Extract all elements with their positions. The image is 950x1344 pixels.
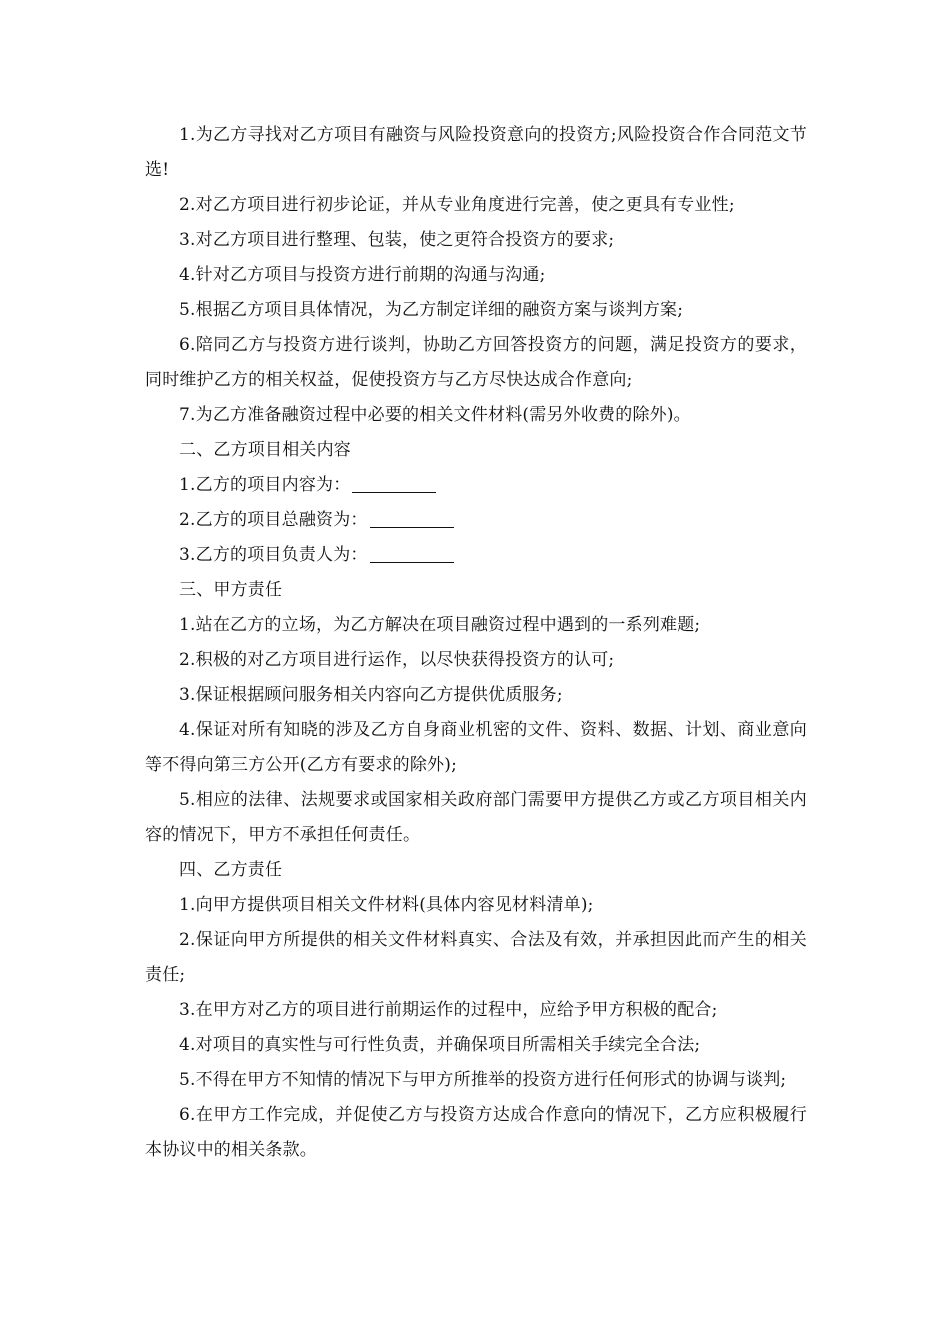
section1-item-6: 6.陪同乙方与投资方进行谈判，协助乙方回答投资方的问题，满足投资方的要求，同时维护乙方的相关权益，促使投资方与乙方尽快达成合作意向; <box>145 335 807 390</box>
section1-item-3: 3.对乙方项目进行整理、包装，使之更符合投资方的要求; <box>179 230 615 250</box>
section2-item-3 <box>145 538 807 573</box>
project-lead-label: 3.乙方的项目负责人为： <box>179 545 368 565</box>
section2-item-2 <box>145 503 807 538</box>
section4-heading: 四、乙方责任 <box>179 860 283 880</box>
section3-item-1: 1.站在乙方的立场，为乙方解决在项目融资过程中遇到的一系列难题; <box>179 615 701 635</box>
section1-item-1: 1.为乙方寻找对乙方项目有融资与风险投资意向的投资方;风险投资合作合同范文节选! <box>145 125 807 180</box>
section1-item-7: 7.为乙方准备融资过程中必要的相关文件材料(需另外收费的除外)。 <box>179 405 691 425</box>
section4-item-3: 3.在甲方对乙方的项目进行前期运作的过程中，应给予甲方积极的配合; <box>179 1000 718 1020</box>
section2-item-1 <box>145 468 807 503</box>
section1-item-4: 4.针对乙方项目与投资方进行前期的沟通与沟通; <box>179 265 546 285</box>
total-financing-label: 2.乙方的项目总融资为： <box>179 510 368 530</box>
section3-item-2: 2.积极的对乙方项目进行运作，以尽快获得投资方的认可; <box>179 650 615 670</box>
total-financing-blank <box>370 507 454 528</box>
section4-item-1: 1.向甲方提供项目相关文件材料(具体内容见材料清单); <box>179 895 594 915</box>
document-body <box>145 118 807 1168</box>
section4-item-2: 2.保证向甲方所提供的相关文件材料真实、合法及有效，并承担因此而产生的相关责任; <box>145 930 807 985</box>
section3-item-3: 3.保证根据顾问服务相关内容向乙方提供优质服务; <box>179 685 563 705</box>
section3-item-4: 4.保证对所有知晓的涉及乙方自身商业机密的文件、资料、数据、计划、商业意向等不得向第三方公开(乙方有要求的除外); <box>145 720 807 775</box>
section1-item-2: 2.对乙方项目进行初步论证，并从专业角度进行完善，使之更具有专业性; <box>179 195 735 215</box>
project-lead-blank <box>370 542 454 563</box>
section1-item-5: 5.根据乙方项目具体情况，为乙方制定详细的融资方案与谈判方案; <box>179 300 684 320</box>
section3-item-5: 5.相应的法律、法规要求或国家相关政府部门需要甲方提供乙方或乙方项目相关内容的情况下，甲方不承担任何责任。 <box>145 790 807 845</box>
section4-item-6: 6.在甲方工作完成，并促使乙方与投资方达成合作意向的情况下，乙方应积极履行本协议中的相关条款。 <box>145 1105 807 1160</box>
project-content-label: 1.乙方的项目内容为： <box>179 475 351 495</box>
section2-heading: 二、乙方项目相关内容 <box>179 440 351 460</box>
section4-item-5: 5.不得在甲方不知情的情况下与甲方所推举的投资方进行任何形式的协调与谈判; <box>179 1070 787 1090</box>
project-content-blank <box>352 472 436 493</box>
section3-heading: 三、甲方责任 <box>179 580 283 600</box>
section4-item-4: 4.对项目的真实性与可行性负责，并确保项目所需相关手续完全合法; <box>179 1035 701 1055</box>
